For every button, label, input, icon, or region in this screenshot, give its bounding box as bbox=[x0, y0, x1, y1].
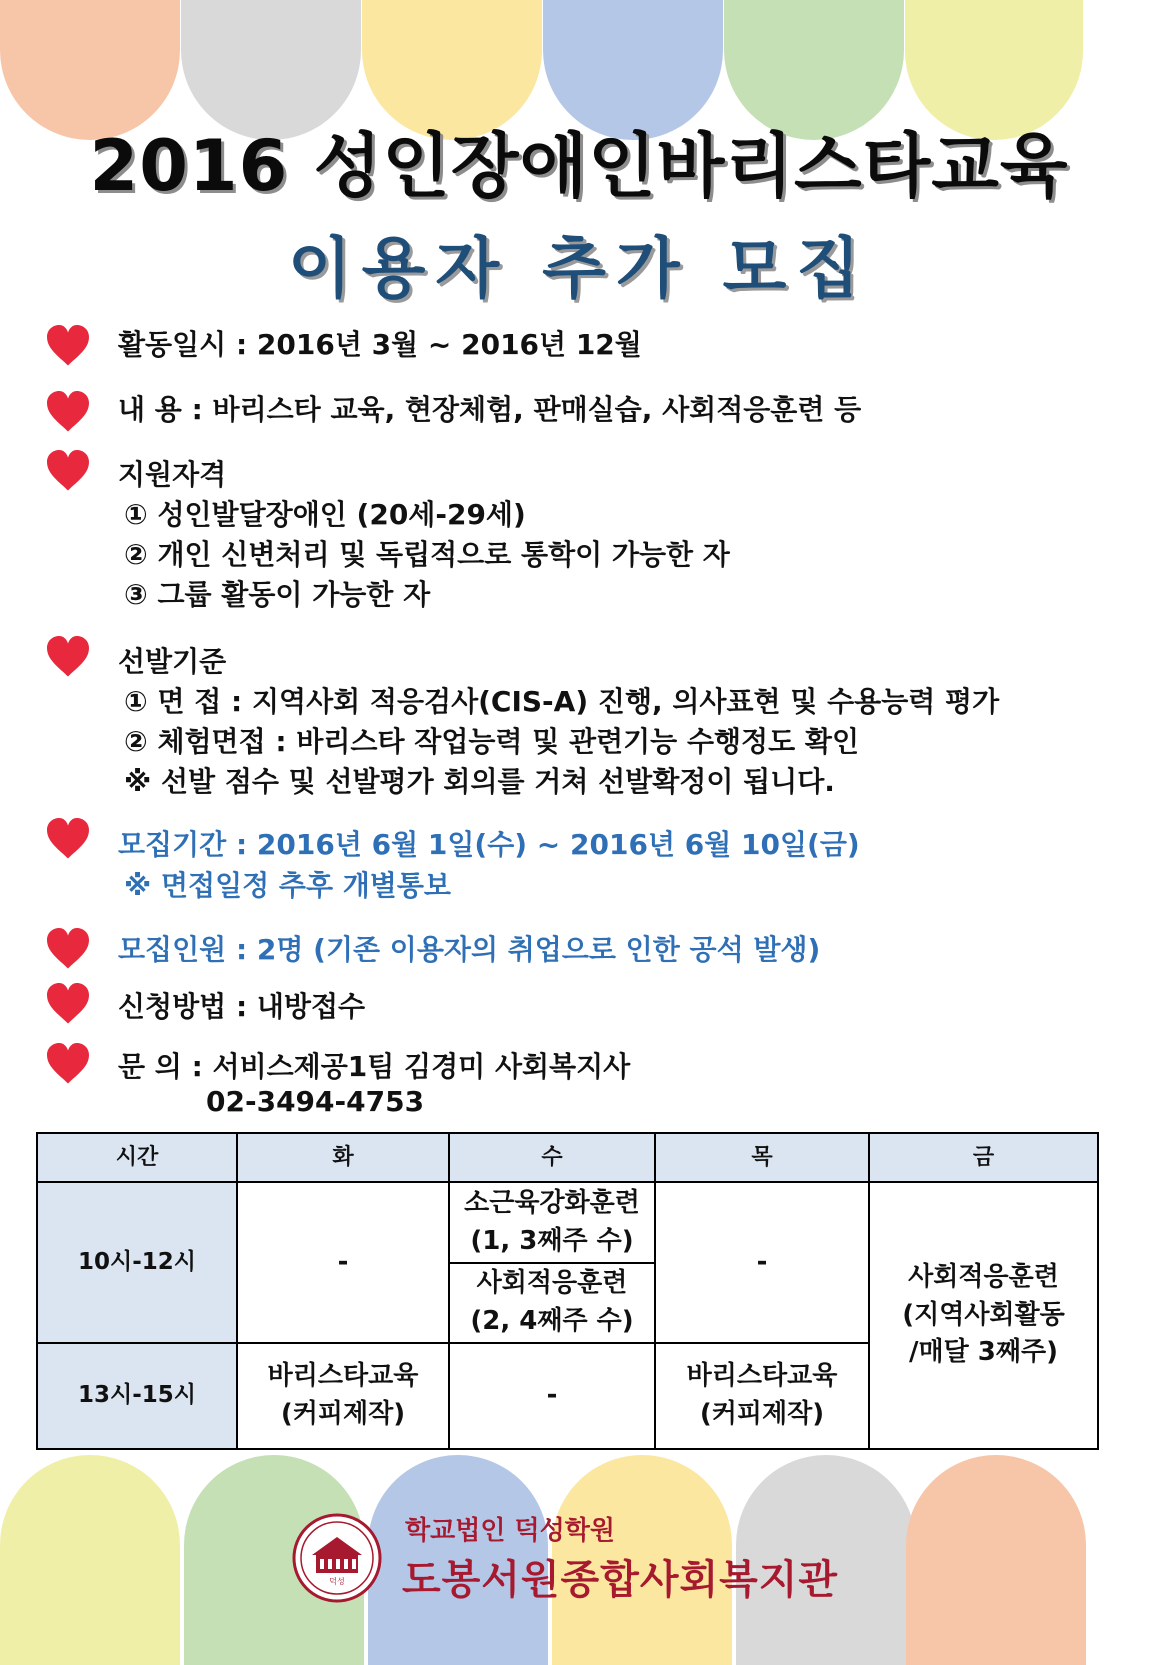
cell-line: (커피제작) bbox=[699, 1399, 825, 1430]
cell-line: 바리스타교육 bbox=[686, 1361, 838, 1392]
cell-line: 사회적응훈련 bbox=[476, 1268, 628, 1299]
selection-heading: 선발기준 bbox=[118, 645, 227, 678]
cell-line: (2, 4째주 수) bbox=[470, 1306, 634, 1337]
page-title: 2016 성인장애인바리스타교육 bbox=[89, 125, 1069, 207]
time-cell: 10시-12시 bbox=[37, 1182, 237, 1343]
cell-line: 사회적응훈련 bbox=[908, 1262, 1059, 1293]
org-subtitle: 학교법인 덕성학원 bbox=[405, 1516, 615, 1546]
activity-period: 활동일시 : 2016년 3월 ~ 2016년 12월 bbox=[118, 328, 642, 361]
qualification-item: ② 개인 신변처리 및 독립적으로 통학이 가능한 자 bbox=[124, 538, 730, 571]
cell-line: (1, 3째주 수) bbox=[470, 1225, 634, 1256]
contact-phone: 02-3494-4753 bbox=[206, 1085, 425, 1118]
heart-icon bbox=[44, 447, 92, 495]
header-thu: 목 bbox=[655, 1133, 869, 1182]
org-logo-icon bbox=[292, 1513, 382, 1603]
wed-pm-cell: - bbox=[449, 1343, 655, 1449]
tue-am-cell: - bbox=[237, 1182, 449, 1343]
thu-am-cell: - bbox=[655, 1182, 869, 1343]
heart-icon bbox=[44, 925, 92, 973]
cell-line: 바리스타교육 bbox=[267, 1361, 419, 1392]
header-wed: 수 bbox=[449, 1133, 655, 1182]
header-time: 시간 bbox=[37, 1133, 237, 1182]
fri-cell bbox=[869, 1182, 1098, 1449]
apply-method: 신청방법 : 내방접수 bbox=[118, 990, 366, 1023]
table-header-row bbox=[37, 1133, 1098, 1182]
activity-content: 내 용 : 바리스타 교육, 현장체험, 판매실습, 사회적응훈련 등 bbox=[118, 393, 862, 426]
bottom-arch bbox=[906, 1455, 1086, 1665]
cell-line: (커피제작) bbox=[280, 1399, 406, 1430]
wed-am-cell-b bbox=[449, 1263, 655, 1344]
header-tue: 화 bbox=[237, 1133, 449, 1182]
table-row bbox=[37, 1182, 1098, 1263]
thu-pm-cell bbox=[655, 1343, 869, 1449]
bottom-arch bbox=[0, 1455, 180, 1665]
qualification-item: ③ 그룹 활동이 가능한 자 bbox=[124, 578, 431, 611]
qualification-heading: 지원자격 bbox=[118, 458, 227, 491]
wed-am-cell-a bbox=[449, 1182, 655, 1263]
selection-note: ※ 선발 점수 및 선발평가 회의를 거쳐 선발확정이 됩니다. bbox=[124, 765, 835, 798]
selection-item: ② 체험면접 : 바리스타 작업능력 및 관련기능 수행정도 확인 bbox=[124, 725, 859, 758]
tue-pm-cell bbox=[237, 1343, 449, 1449]
cell-line: (지역사회활동 bbox=[902, 1299, 1065, 1330]
contact-info: 문 의 : 서비스제공1팀 김경미 사회복지사 bbox=[118, 1050, 631, 1083]
time-cell: 13시-15시 bbox=[37, 1343, 237, 1449]
recruit-count: 모집인원 : 2명 (기존 이용자의 취업으로 인한 공석 발생) bbox=[118, 933, 821, 966]
heart-icon bbox=[44, 388, 92, 436]
qualification-item: ① 성인발달장애인 (20세-29세) bbox=[124, 498, 526, 531]
recruit-note: ※ 면접일정 추후 개별통보 bbox=[124, 869, 451, 902]
selection-item: ① 면 접 : 지역사회 적응검사(CIS-A) 진행, 의사표현 및 수용능력 평가 bbox=[124, 685, 1000, 718]
header-fri: 금 bbox=[869, 1133, 1098, 1182]
schedule-table bbox=[36, 1132, 1099, 1450]
cell-line: /매달 3째주) bbox=[909, 1337, 1058, 1368]
page-subtitle: 이용자 추가 모집 bbox=[287, 230, 871, 307]
heart-icon bbox=[44, 322, 92, 370]
heart-icon bbox=[44, 980, 92, 1028]
heart-icon bbox=[44, 1040, 92, 1088]
org-name: 도봉서원종합사회복지관 bbox=[402, 1557, 839, 1603]
heart-icon bbox=[44, 815, 92, 863]
cell-line: 소근육강화훈련 bbox=[464, 1187, 640, 1218]
recruit-period: 모집기간 : 2016년 6월 1일(수) ~ 2016년 6월 10일(금) bbox=[118, 828, 860, 861]
logo-text: 덕성 bbox=[329, 1577, 345, 1586]
heart-icon bbox=[44, 633, 92, 681]
